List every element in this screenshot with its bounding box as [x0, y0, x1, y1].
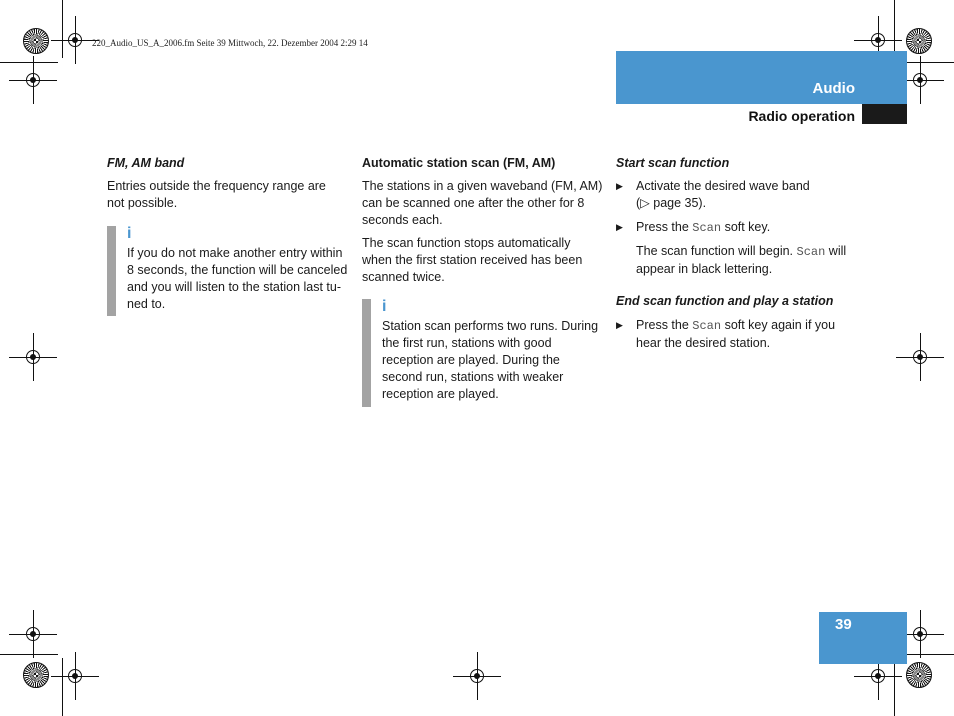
print-header: 220_Audio_US_A_2006.fm Seite 39 Mittwoch, 22. Dezember 2004 2:29 14 [92, 38, 368, 48]
heading-start-scan-function: Start scan function [616, 156, 730, 170]
heading-fm-am-band: FM, AM band [107, 156, 185, 170]
starburst-mark-icon [23, 662, 49, 688]
step-line: Activate the desired wave band [636, 179, 810, 193]
body-line: Entries outside the frequency range are [107, 179, 326, 193]
info-icon: i [382, 298, 387, 315]
step-text-post: soft key. [721, 220, 771, 234]
step-text-pre: Press the [636, 318, 693, 332]
section-title: Radio operation [748, 108, 855, 124]
heading-automatic-station-scan: Automatic station scan (FM, AM) [362, 156, 556, 170]
soft-key-label: Scan [692, 221, 722, 235]
step-line: (▷ page 35). [636, 196, 707, 210]
info-line: and you will listen to the station last tu- [127, 280, 342, 294]
trim-mark [894, 0, 895, 58]
body-line: The scan function stops automatically [362, 236, 571, 250]
result-text-pre: The scan function will begin. [636, 244, 797, 258]
info-text [127, 245, 347, 313]
body-line: can be scanned one after the other for 8 [362, 196, 585, 210]
body-line: seconds each. [362, 213, 443, 227]
column-1 [107, 155, 352, 212]
page-number-tab [819, 612, 907, 664]
trim-mark [62, 658, 63, 716]
trim-mark [62, 0, 63, 58]
step-text [636, 178, 810, 212]
info-line: Station scan performs two runs. During [382, 319, 599, 333]
page-number: 39 [835, 616, 852, 633]
result-line [636, 243, 846, 261]
chapter-title: Audio [812, 80, 855, 97]
bullet-arrow-icon: ▶ [616, 181, 623, 191]
info-icon: i [127, 225, 132, 242]
info-line: ned to. [127, 297, 166, 311]
result-text-post: will [825, 244, 847, 258]
bullet-arrow-icon: ▶ [616, 320, 623, 330]
trim-mark [894, 658, 895, 716]
step-text-post: soft key again if you [721, 318, 836, 332]
step-line: hear the desired station. [636, 336, 771, 350]
info-line: the first run, stations with good [382, 336, 552, 350]
starburst-mark-icon [906, 662, 932, 688]
info-text [382, 318, 598, 403]
heading-end-scan-function: End scan function and play a station [616, 294, 834, 308]
column-3 [616, 155, 866, 365]
chapter-tab [616, 51, 907, 104]
info-line: reception are played. [382, 387, 499, 401]
info-line: 8 seconds, the function will be canceled [127, 263, 348, 277]
info-bar [107, 226, 116, 316]
info-line: reception are played. During the [382, 353, 560, 367]
section-marker-bar [862, 104, 907, 124]
step-line [636, 317, 835, 335]
soft-key-label: Scan [796, 245, 826, 259]
column-2 [362, 155, 607, 286]
starburst-mark-icon [23, 28, 49, 54]
starburst-mark-icon [906, 28, 932, 54]
info-line: If you do not make another entry within [127, 246, 343, 260]
trim-mark [0, 654, 58, 655]
result-line: appear in black lettering. [636, 262, 773, 276]
info-line: second run, stations with weaker [382, 370, 564, 384]
step-text [636, 219, 770, 237]
bullet-arrow-icon: ▶ [616, 222, 623, 232]
result-text [636, 243, 846, 278]
body-line: scanned twice. [362, 270, 445, 284]
info-box [362, 299, 610, 407]
body-line: The stations in a given waveband (FM, AM) [362, 179, 603, 193]
trim-mark [0, 62, 58, 63]
info-box [107, 226, 355, 316]
step-text [636, 317, 835, 352]
soft-key-label: Scan [692, 319, 722, 333]
body-line: when the first station received has been [362, 253, 583, 267]
info-bar [362, 299, 371, 407]
body-line: not possible. [107, 196, 178, 210]
step-text-pre: Press the [636, 220, 693, 234]
